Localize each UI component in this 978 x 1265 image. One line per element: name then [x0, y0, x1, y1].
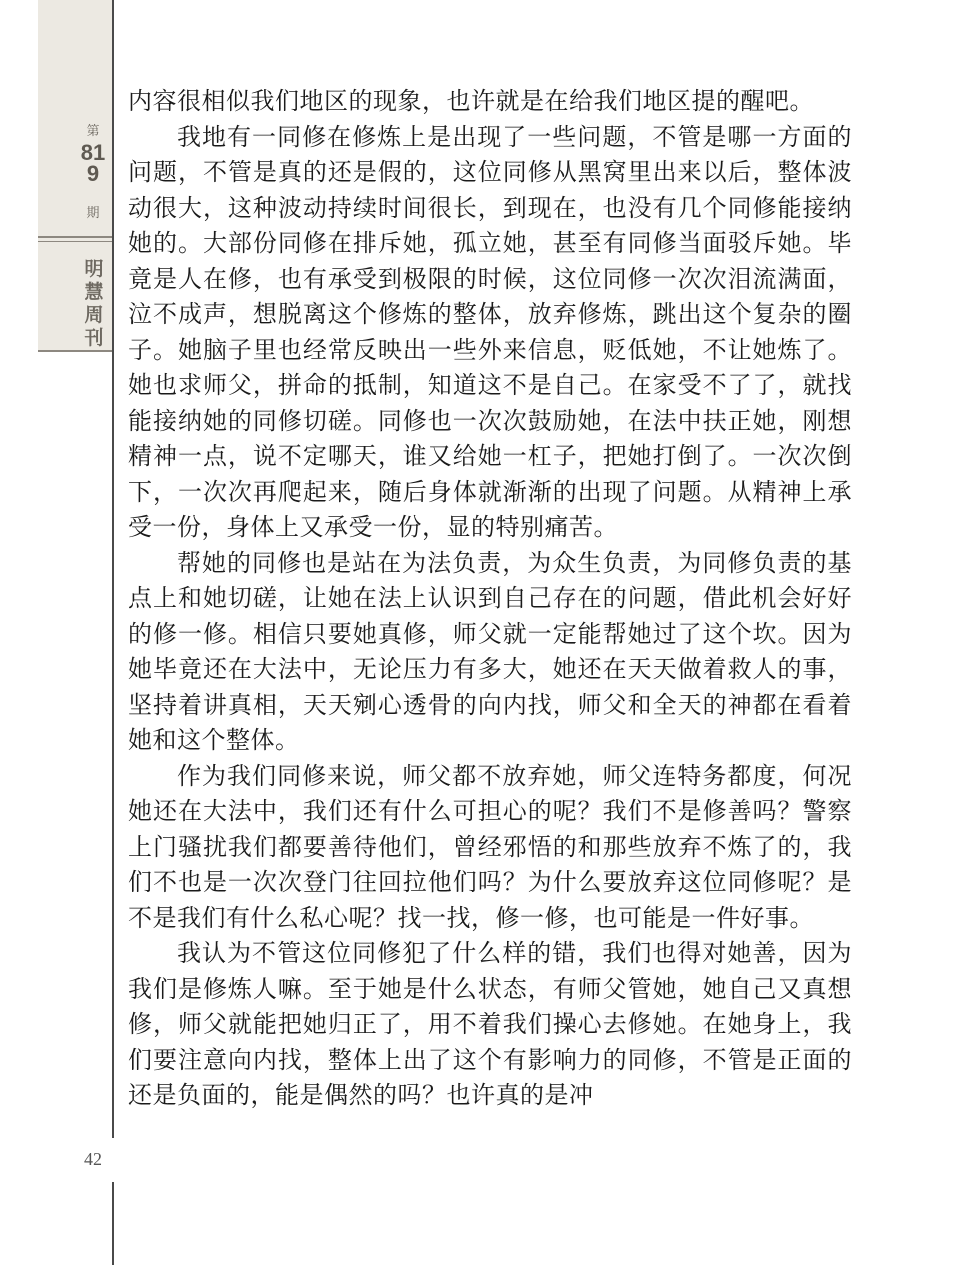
paragraph: 内容很相似我们地区的现象，也许就是在给我们地区提的醒吧。 [128, 87, 814, 115]
issue-prefix: 第 [86, 124, 100, 139]
paragraph: 我地有一同修在修炼上是出现了一些问题，不管是哪一方面的问题，不管是真的还是假的，这位同修从黑窝里出来以后，整体波动很大，这种波动持续时间很长，到现在，也没有几个同修能接纳她的。大部份同修在排斥她，孤立她，甚至有同修当面驳斥她。毕竟是人在修，也有承受到极限的时候，这位同修一次次泪流满面，泣不成声，想脱离这个修炼的整体，放弃修炼，跳出这个复杂的圈子。她脑子里也经常反映出一些外来信息，贬低她，不让她炼了。她也求师父，拼命的抵制，知道这不是自己。在家受不了了，就找能接纳她的同修切磋。同修也一次次鼓励她，在法中扶正她，刚想精神一点，说不定哪天，谁又给她一杠子，把她打倒了。一次次倒下，一次次再爬起来，随后身体就渐渐的出现了问题。从精神上承受一份，身体上又承受一份，显的特别痛苦。 [128, 122, 852, 541]
paragraph: 我认为不管这位同修犯了什么样的错，我们也得对她善，因为我们是修炼人嘛。至于她是什么状态，有师父管她，她自己又真想修，师父就能把她归正了，用不着我们操心去修她。在她身上，我们要注意向内找，整体上出了这个有影响力的同修，不管是正面的还是负面的，能是偶然的吗？也许真的是冲 [128, 939, 852, 1109]
margin-rule [112, 0, 114, 1265]
issue-suffix: 期 [86, 206, 100, 221]
page-number: 42 [84, 1149, 102, 1169]
paragraph: 帮她的同修也是站在为法负责，为众生负责，为同修负责的基点上和她切磋，让她在法上认识到自己存在的问题，借此机会好好的修一修。相信只要她真修，师父就一定能帮她过了这个坎。因为她毕竟还在大法中，无论压力有多大，她还在天天做着救人的事，坚持着讲真相，天天剜心透骨的向内找，师父和全天的神都在看着她和这个整体。 [128, 548, 852, 754]
issue-number: 819 [80, 140, 106, 186]
paragraph: 作为我们同修来说，师父都不放弃她，师父连特务都度，何况她还在大法中，我们还有什么可担心的呢？我们不是修善吗？警察上门骚扰我们都要善待他们，曾经邪悟的和那些放弃不炼了的，我们不也是一次次登门往回拉他们吗？为什么要放弃这位同修呢？是不是我们有什么私心呢？找一找，修一修，也可能是一件好事。 [128, 761, 852, 932]
article-body [128, 84, 852, 1114]
sidebar-divider [38, 236, 112, 238]
sidebar-divider [38, 241, 112, 242]
publication-name: 明慧周刊 [84, 258, 104, 349]
